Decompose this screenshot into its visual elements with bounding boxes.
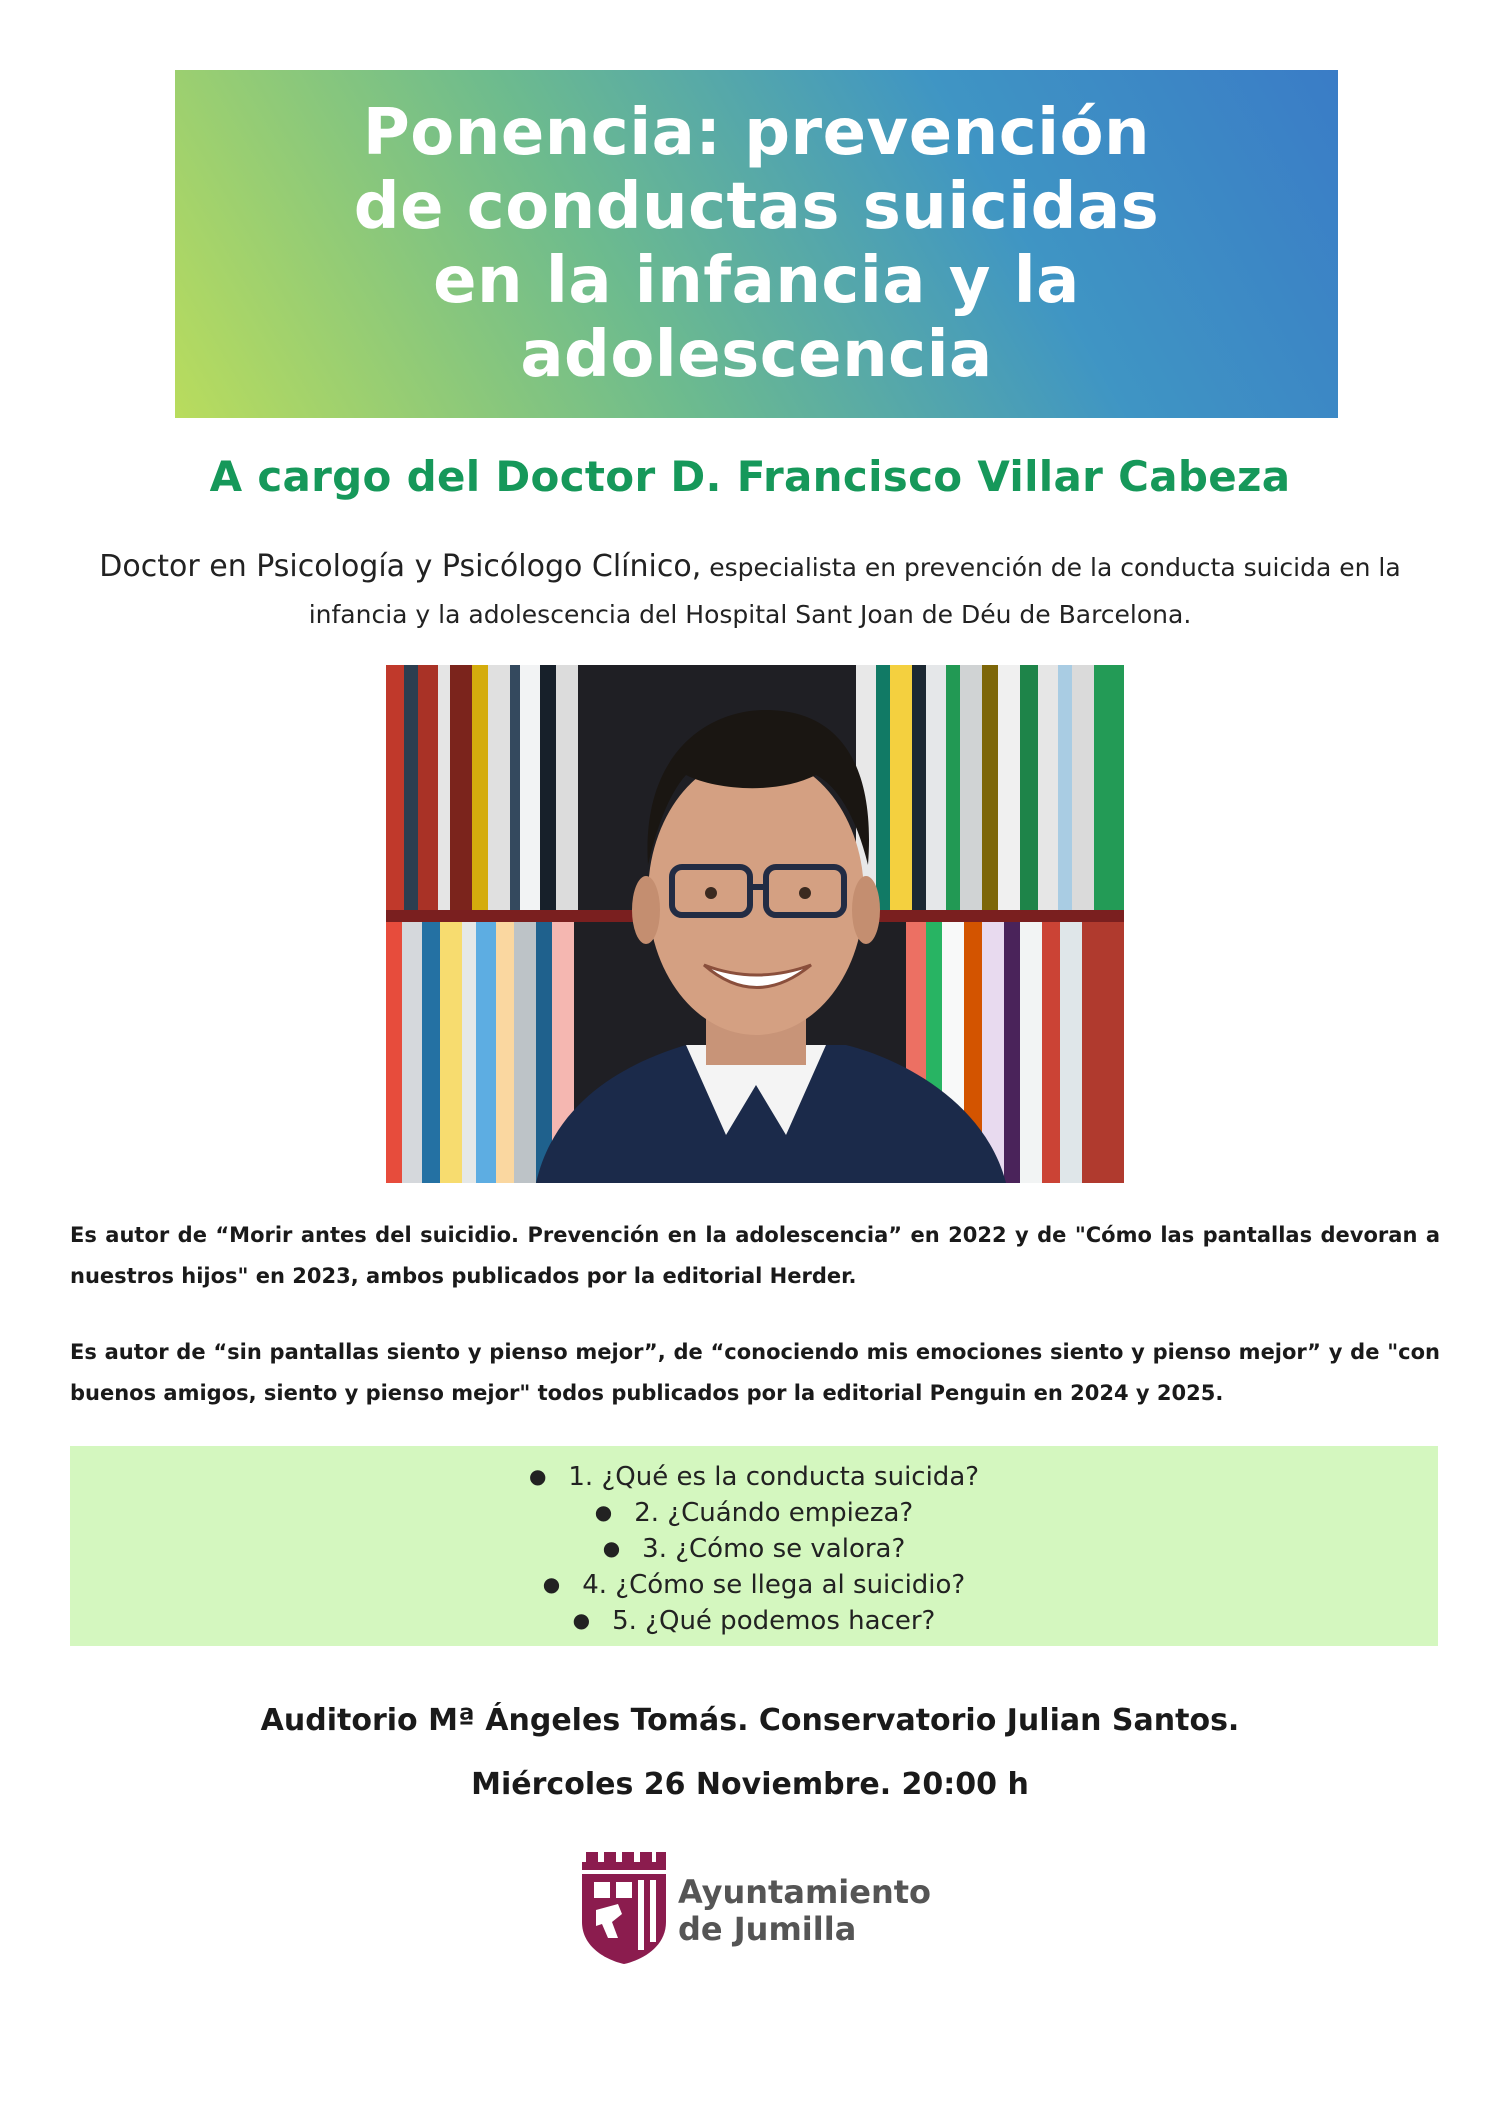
- topic-label: 1. ¿Qué es la conducta suicida?: [568, 1462, 980, 1492]
- topic-label: 3. ¿Cómo se valora?: [642, 1534, 906, 1564]
- list-item: [70, 1566, 1438, 1602]
- list-item: [70, 1494, 1438, 1530]
- logo-line-1: Ayuntamiento: [678, 1873, 932, 1911]
- list-item: [70, 1602, 1438, 1638]
- speaker-name: A cargo del Doctor D. Francisco Villar Cabeza: [209, 452, 1291, 501]
- ayuntamiento-logo: [582, 1852, 942, 1964]
- bullet-icon: ●: [572, 1608, 591, 1632]
- page-title: Ponencia: prevención de conductas suicidas en la infancia y la adolescencia: [353, 96, 1160, 392]
- list-item: [70, 1458, 1438, 1494]
- logo-line-2: de Jumilla: [678, 1910, 857, 1948]
- topics-list: [70, 1446, 1438, 1636]
- speaker-portrait-illustration: [386, 665, 1124, 1183]
- topics-box: [70, 1446, 1438, 1646]
- bullet-icon: ●: [528, 1464, 547, 1488]
- bio-paragraph-2: Es autor de “sin pantallas siento y pienso mejor”, de “conociendo mis emociones siento y pienso mejor” y de "con buenos amigos, siento y pienso mejor" todos publicados por la editorial Penguin en 2024 y 2025.: [70, 1340, 1440, 1405]
- bullet-icon: ●: [602, 1536, 621, 1560]
- event-venue: Auditorio Mª Ángeles Tomás. Conservatorio Julian Santos.: [260, 1703, 1240, 1738]
- castle-shield-icon: [582, 1852, 666, 1964]
- logo-text: [678, 1874, 931, 1948]
- list-item: [70, 1530, 1438, 1566]
- credentials-description: especialista en prevención de la conducta suicida en la infancia y la adolescencia del Hospital Sant Joan de Déu de Barcelona.: [308, 553, 1401, 629]
- title-banner: [175, 70, 1338, 418]
- topic-label: 5. ¿Qué podemos hacer?: [612, 1606, 936, 1636]
- speaker-photo: [386, 665, 1124, 1183]
- credentials-title: Doctor en Psicología y Psicólogo Clínico,: [99, 549, 702, 584]
- topic-label: 2. ¿Cuándo empieza?: [634, 1498, 914, 1528]
- bullet-icon: ●: [542, 1572, 561, 1596]
- speaker-credentials: [60, 545, 1440, 640]
- bullet-icon: ●: [594, 1500, 613, 1524]
- event-datetime: Miércoles 26 Noviembre. 20:00 h: [471, 1767, 1029, 1802]
- bio-paragraph-1: Es autor de “Morir antes del suicidio. Prevención en la adolescencia” en 2022 y de "Cómo las pantallas devoran a nuestros hijos" en 2023, ambos publicados por la editorial Herder.: [70, 1223, 1440, 1288]
- topic-label: 4. ¿Cómo se llega al suicidio?: [582, 1570, 966, 1600]
